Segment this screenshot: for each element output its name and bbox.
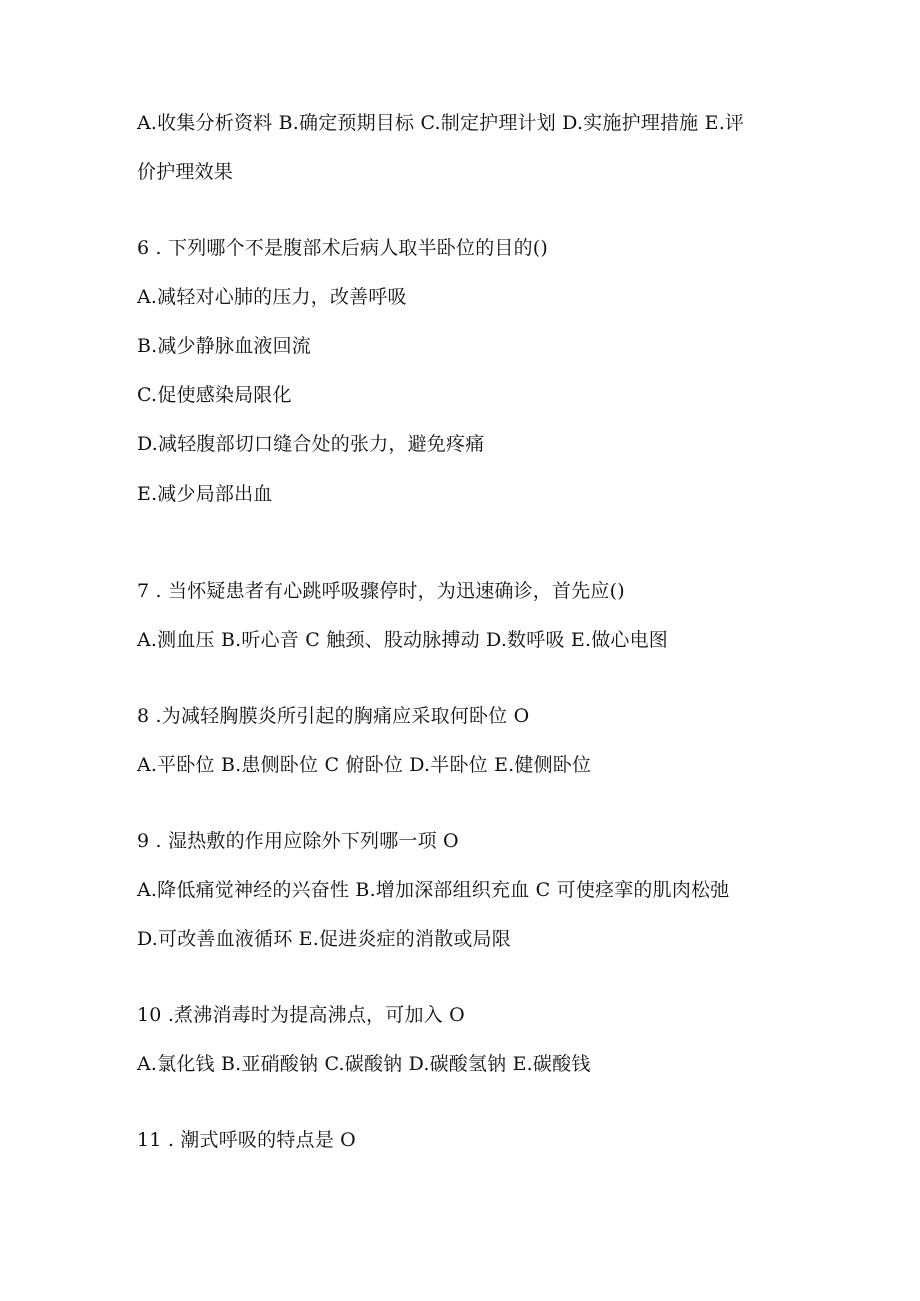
q6-option-e: E.减少局部出血 (137, 483, 273, 505)
q6-option-a: A.减轻对心肺的压力，改善呼吸 (137, 286, 407, 308)
q9-options-line-2: D.可改善血液循环 E.促进炎症的消散或局限 (137, 928, 511, 950)
q6-option-d: D.减轻腹部切口缝合处的张力，避免疼痛 (137, 433, 485, 455)
q9-question: 9 . 湿热敷的作用应除外下列哪一项 O (137, 830, 459, 852)
q7-options: A.测血压 B.听心音 C 触颈、股动脉搏动 D.数呼吸 E.做心电图 (137, 629, 669, 651)
q8-question: 8 .为减轻胸膜炎所引起的胸痛应采取何卧位 O (137, 705, 530, 727)
q6-question: 6 . 下列哪个不是腹部术后病人取半卧位的目的() (137, 237, 549, 259)
q8-options: A.平卧位 B.患侧卧位 C 俯卧位 D.半卧位 E.健侧卧位 (137, 754, 592, 776)
q10-options: A.氯化钱 B.亚硝酸钠 C.碳酸钠 D.碳酸氢钠 E.碳酸钱 (137, 1053, 591, 1075)
q10-question: 10 .煮沸消毒时为提高沸点，可加入 O (137, 1004, 465, 1026)
q9-options-line-1: A.降低痛觉神经的兴奋性 B.增加深部组织充血 C 可使痉挛的肌肉松弛 (137, 879, 730, 901)
q5-options-line-1: A.收集分析资料 B.确定预期目标 C.制定护理计划 D.实施护理措施 E.评 (137, 112, 745, 134)
q7-question: 7 . 当怀疑患者有心跳呼吸骤停时，为迅速确诊，首先应() (137, 580, 625, 602)
q6-option-b: B.减少静脉血液回流 (137, 335, 312, 357)
q11-question: 11 . 潮式呼吸的特点是 O (137, 1129, 356, 1151)
q5-options-line-2: 价护理效果 (137, 161, 234, 183)
q6-option-c: C.促使感染局限化 (137, 384, 292, 406)
